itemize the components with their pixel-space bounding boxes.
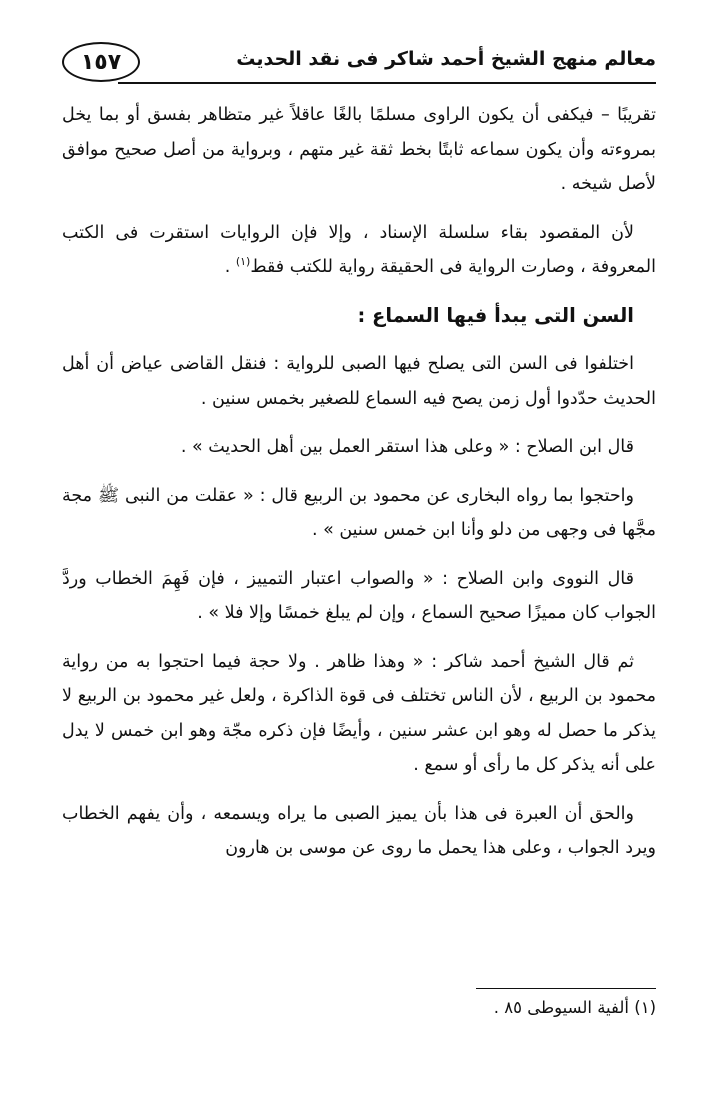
- paragraph-3: اختلفوا فى السن التى يصلح فيها الصبى للرواية : فنقل القاضى عياض أن أهل الحديث حدّدوا أول زمن يصح فيه السماع للصغير بخمس سنين .: [62, 354, 656, 409]
- page-header: [58, 40, 656, 84]
- paragraph-2-end: .: [224, 257, 236, 277]
- header-rule: [118, 82, 656, 84]
- footnote-marker: (١): [235, 255, 251, 269]
- paragraph-6: قال النووى وابن الصلاح : « والصواب اعتبار التمييز ، فإن فَهِمَ الخطاب وردَّ الجواب كان مميزًا صحيح السماع ، وإن لم يبلغ خمسًا وإلا فلا » .: [62, 568, 656, 623]
- paragraph-2-text: لأن المقصود بقاء سلسلة الإسناد ، وإلا فإن الروايات استقرت فى الكتب المعروفة ، وصارت الرواية فى الحقيقة رواية للكتب فقط: [62, 222, 656, 277]
- paragraph-7: ثم قال الشيخ أحمد شاكر : « وهذا ظاهر . ولا حجة فيما احتجوا به من رواية محمود بن الربيع ، لأن الناس تختلف فى قوة الذاكرة ، ولعل غير محمود بن الربيع لا يذكر ما حصل له وهو ابن عشر سنين ، وأيضًا فإن ذكره مجّة وهو ابن خمس لا يدل على أنه يذكر كل ما رأى أو سمع .: [62, 651, 656, 775]
- paragraph-8: والحق أن العبرة فى هذا بأن يميز الصبى ما يراه ويسمعه ، وأن يفهم الخطاب ويرد الجواب ، وعلى هذا يحمل ما روى عن موسى بن هارون: [62, 803, 656, 858]
- body-text: [62, 98, 656, 880]
- paragraph-4: قال ابن الصلاح : « وعلى هذا استقر العمل بين أهل الحديث » .: [180, 437, 634, 457]
- paragraph-1: تقريبًا – فيكفى أن يكون الراوى مسلمًا بالغًا عاقلاً غير متظاهر بفسق أو بما يخل بمروءته وأن يكون سماعه ثابتًا بخط ثقة غير متهم ، وبرواية من أصل صحيح موافق لأصل شيخه .: [62, 105, 656, 194]
- section-heading: السن التى يبدأ فيها السماع :: [357, 303, 634, 327]
- paragraph-2: [62, 216, 656, 285]
- running-title: معالم منهج الشيخ أحمد شاكر فى نقد الحديث: [236, 48, 656, 70]
- paragraph-5: واحتجوا بما رواه البخارى عن محمود بن الربيع قال : « عقلت من النبى ﷺ مجة مجَّها فى وجهى من دلو وأنا ابن خمس سنين » .: [62, 485, 656, 540]
- footnote: (١) ألفية السيوطى ٨٥ .: [493, 998, 656, 1017]
- page-number: ١٥٧: [62, 42, 140, 82]
- footnote-rule: [476, 988, 656, 989]
